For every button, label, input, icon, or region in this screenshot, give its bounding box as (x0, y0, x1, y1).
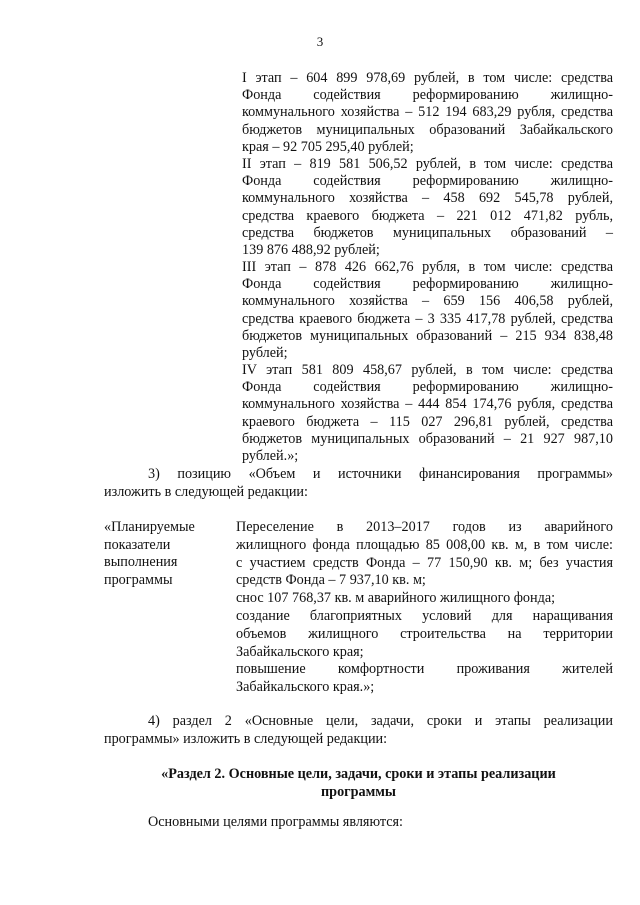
stage-1-line: бюджетов муниципальных образований Забайкальского (242, 121, 613, 138)
indicators-value-line: повышение комфортности проживания жителей (236, 661, 613, 678)
stage-4-line: Фонда содействия реформированию жилищно- (242, 379, 613, 396)
page-number: 3 (316, 34, 324, 49)
item-3-line: изложить в следующей редакции: (104, 483, 308, 500)
section-2-heading-line: «Раздел 2. Основные цели, задачи, сроки и этапы реализации (161, 766, 556, 782)
indicators-value-line: Забайкальского края.»; (236, 679, 375, 696)
indicators-label-line: выполнения (104, 554, 178, 570)
stage-2-line: средства краевого бюджета – 221 012 471,82 рубль, (242, 207, 613, 224)
item-3-paragraph (104, 466, 613, 501)
indicators-label-line: «Планируемые (104, 519, 195, 535)
stage-1-block (242, 70, 613, 156)
stage-4-block (242, 362, 613, 465)
indicators-value-line: жилищного фонда площадью 85 008,00 кв. м, в том числе: (236, 536, 613, 553)
indicators-value-line: объемов жилищного строительства на территории (236, 625, 613, 642)
stage-3-line: средства краевого бюджета – 3 335 417,78 рублей, средства (242, 310, 613, 327)
stage-3-line: Фонда содействия реформированию жилищно- (242, 276, 613, 293)
stage-4-line: бюджетов муниципальных образований – 21 927 987,10 (242, 430, 613, 447)
indicators-label-line: программы (104, 571, 173, 588)
indicators-value-line: снос 107 768,37 кв. м аварийного жилищного фонда; (236, 590, 556, 607)
stage-1-line: края – 92 705 295,40 рублей; (242, 138, 414, 155)
stage-2-block (242, 156, 613, 259)
item-4-line: программы» изложить в следующей редакции: (104, 730, 388, 747)
stage-4-line: коммунального хозяйства – 444 854 174,76 рубля, средства (242, 396, 613, 413)
stage-4-line: IV этап 581 809 458,67 рублей, в том числе: средства (242, 362, 613, 378)
indicators-label (104, 519, 224, 589)
stage-2-line: II этап – 819 581 506,52 рублей, в том числе: средства (242, 156, 613, 172)
stage-3-line: рублей; (242, 344, 288, 361)
stage-1-line: коммунального хозяйства – 512 194 683,29 рубля, средства (242, 104, 613, 121)
stage-1-line: Фонда содействия реформированию жилищно- (242, 87, 613, 104)
item-4-line: 4) раздел 2 «Основные цели, задачи, сроки и этапы реализации (148, 713, 613, 729)
stage-2-line: Фонда содействия реформированию жилищно- (242, 173, 613, 190)
item-4-paragraph (104, 713, 613, 748)
indicators-value-line: Переселение в 2013–2017 годов из аварийного (236, 519, 613, 535)
section-2-heading (104, 765, 613, 801)
stage-3-line: бюджетов муниципальных образований – 215 934 838,48 (242, 327, 613, 344)
indicators-value-line: создание благоприятных условий для наращивания (236, 607, 613, 624)
stage-2-line: средства бюджетов муниципальных образований – (242, 224, 613, 241)
indicators-value-line: Забайкальского края; (236, 643, 364, 660)
item-3-line: 3) позицию «Объем и источники финансирования программы» (148, 466, 613, 482)
stage-4-line: рублей.»; (242, 447, 299, 464)
indicators-value-line: средств Фонда – 7 937,10 кв. м; (236, 572, 426, 589)
stage-2-line: 139 876 488,92 рублей; (242, 241, 380, 258)
stage-4-line: краевого бюджета – 115 027 296,81 рублей, средства (242, 413, 613, 430)
stage-3-line: коммунального хозяйства – 659 156 406,58 рублей, (242, 293, 613, 310)
stage-2-line: коммунального хозяйства – 458 692 545,78 рублей, (242, 190, 613, 207)
goals-intro: Основными целями программы являются: (148, 814, 404, 830)
stage-3-block (242, 259, 613, 362)
section-2-heading-line: программы (321, 784, 396, 800)
indicators-label-line: показатели (104, 536, 171, 553)
stage-3-line: III этап – 878 426 662,76 рубля, в том числе: средства (242, 259, 613, 275)
stage-1-line: I этап – 604 899 978,69 рублей, в том числе: средства (242, 70, 613, 86)
indicators-value-line: с участием средств Фонда – 77 150,90 кв. м; без участия (236, 554, 613, 571)
indicators-value (236, 519, 613, 697)
